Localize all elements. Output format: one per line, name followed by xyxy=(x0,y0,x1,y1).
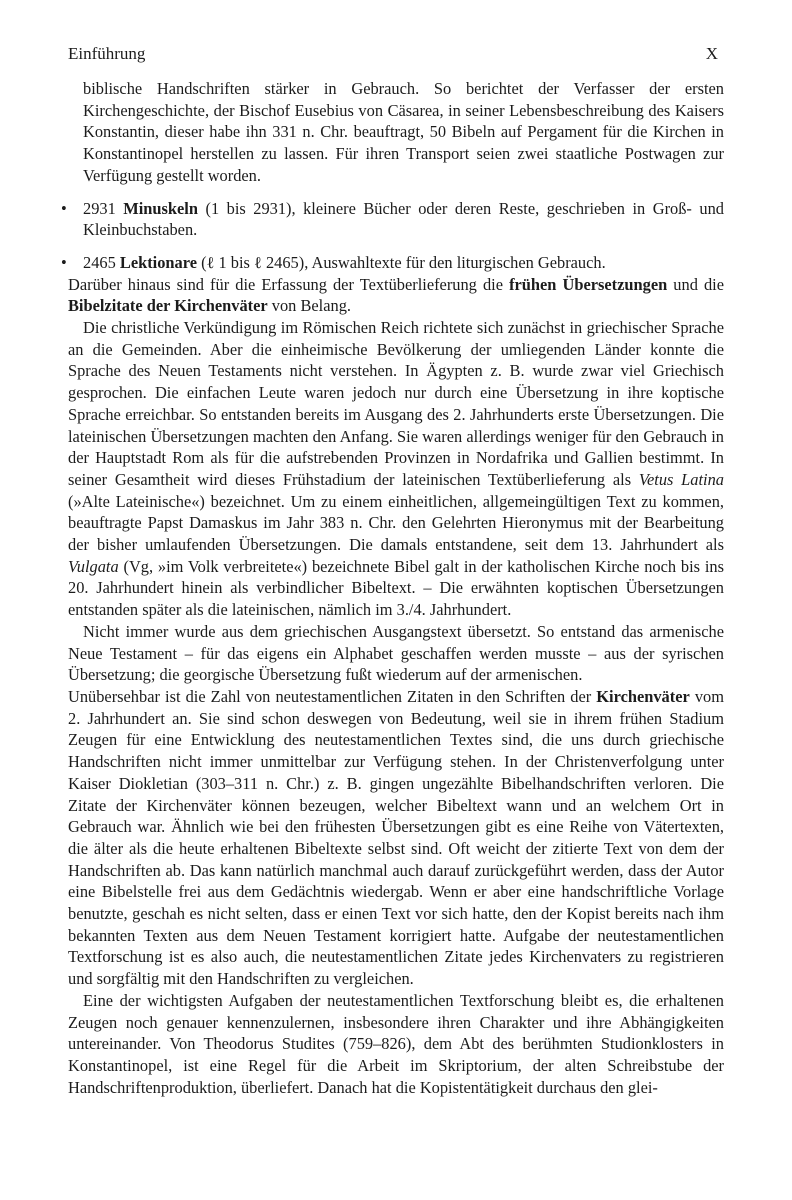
text-run: Nicht immer wurde aus dem griechischen Ausgangstext übersetzt. So entstand das armenische Neue Testament – für das eigens ein Alphabet geschaffen werden musste – aus der syrischen Übersetzung; die georgische Übersetzung fußt wiederum auf der armenischen. xyxy=(68,621,724,685)
title-vetus-latina: Vetus Latina xyxy=(638,469,724,489)
manuscript-type-list xyxy=(61,198,724,274)
running-header-title: Einführung xyxy=(68,44,146,63)
page-body xyxy=(61,78,724,1098)
bullet-icon: • xyxy=(61,252,67,272)
text-run: (1 bis 2931), kleinere Bücher oder deren Reste, geschrieben in Groß- und Kleinbuchstaben. xyxy=(83,198,724,240)
text-run: biblische Handschriften stärker in Gebrauch. So berichtet der Verfasser der ersten Kirchengeschichte, der Bischof Eusebius von Cäsarea, in seiner Lebensbeschreibung des Kaisers Konstantin, dieser habe ihn 331 n. Chr. beauftragt, 50 Bibeln auf Pergament für die Kirchen in Konstantinopel herstellen zu lassen. Für ihren Transport seien zwei staatliche Postwagen zur Verfügung gestellt worden. xyxy=(83,79,724,185)
list-item-lectionaries xyxy=(61,252,724,274)
term-minuskeln: Minuskeln xyxy=(123,198,198,218)
text-run: (Vg, »im Volk verbreitete«) bezeichnete Bibel galt in der katholischen Kirche noch bis ins 20. Jahrhundert hinein als verbindlicher Bibeltext. – Die erwähnten koptischen Übersetzungen entstanden später als die lateinischen, nämlich im 3./4. Jahrhundert. xyxy=(68,556,724,620)
text-run: Unübersehbar ist die Zahl von neutestamentlichen Zitaten in den Schriften der xyxy=(68,686,597,706)
paragraph-nicht-immer xyxy=(68,621,724,686)
paragraph-darueber-hinaus xyxy=(68,274,724,317)
text-run: 2465 xyxy=(83,252,120,272)
term-bibelzitate-kirchenvaeter: Bibelzitate der Kirchenväter xyxy=(68,296,268,316)
title-vulgata: Vulgata xyxy=(68,556,119,576)
text-run: und die xyxy=(667,274,724,294)
paragraph-unuebersehbar xyxy=(68,686,724,990)
paragraph-continuation xyxy=(83,78,724,187)
page-number: X xyxy=(705,44,718,63)
text-run: von Belang. xyxy=(267,296,351,316)
text-run: (ℓ 1 bis ℓ 2465), Auswahltexte für den liturgischen Gebrauch. xyxy=(197,252,606,272)
text-run: Die christliche Verkündigung im Römischen Reich richtete sich zunächst in griechischer Sprache an die Gemeinden. Aber die einheimische Bevölkerung der umliegenden Länder konnte die Sprache des Neuen Testaments nicht verstehen. In Ägypten z. B. wurde zwar viel Griechisch gesprochen. Die einfachen Leute waren jedoch nur durch eine Übersetzung in ihre koptische Sprache erreichbar. So entstanden bereits im Ausgang des 2. Jahrhunderts erste Übersetzungen. Die lateinischen Übersetzungen machten den Anfang. Sie waren allerdings weniger für den Gebrauch in der Hauptstadt Rom als für die aufstrebenden Provinzen in Nordafrika und Gallien bestimmt. In seiner Gesamtheit wird dieses Frühstadium der lateinischen Textüberlieferung als xyxy=(68,318,724,489)
list-item-minuscules xyxy=(61,198,724,241)
paragraph-verkuendigung xyxy=(68,317,724,621)
text-run: Eine der wichtigsten Aufgaben der neutestamentlichen Textforschung bleibt es, die erhaltenen Zeugen noch genauer kennenzulernen, insbesondere ihren Charakter und ihre Abhängigkeiten untereinander. Von Theodorus Studites (759–826), dem Abt des berühmten Studionklosters in Konstantinopel, ist eine Regel für die Arbeit im Skriptorium, der alten Schreibstube der Handschriftenproduktion, überliefert. Danach hat die Kopistentätigkeit durchaus den glei- xyxy=(68,990,724,1097)
text-run: (»Alte Lateinische«) bezeichnet. Um zu einem einheitlichen, allgemeingültigen Text zu kommen, beauftragte Papst Damaskus im Jahr 383 n. Chr. den Gelehrten Hieronymus mit der Bearbeitung der bisher umlaufenden Übersetzungen. Die damals entstandene, seit dem 13. Jahrhundert als xyxy=(68,491,724,555)
term-lektionare: Lektionare xyxy=(119,252,197,272)
text-run: Darüber hinaus sind für die Erfassung der Textüberlieferung die xyxy=(68,274,510,294)
paragraph-aufgaben xyxy=(68,990,724,1099)
running-header xyxy=(68,44,724,64)
term-fruehe-uebersetzungen: frühen Übersetzungen xyxy=(509,274,668,294)
term-kirchenvaeter: Kirchenväter xyxy=(596,686,690,706)
bullet-icon: • xyxy=(61,198,67,218)
text-run: 2931 xyxy=(83,198,124,218)
text-run: vom 2. Jahrhundert an. Sie sind schon deswegen von Bedeutung, weil sie in ihrem frühen Stadium Zeugen für eine Entwicklung des neutestamentlichen Textes sind, die uns durch griechische Handschriften nicht immer unmittelbar zur Verfügung stehen. In der Christenverfolgung unter Kaiser Diokletian (303–311 n. Chr.) z. B. gingen ungezählte Bibelhandschriften verloren. Die Zitate der Kirchenväter können bezeugen, welcher Bibeltext wann und an welchem Ort in Gebrauch war. Ähnlich wie bei den frühesten Übersetzungen gibt es eine Reihe von Vätertexten, die älter als die heute erhaltenen Bibeltexte selbst sind. Oft weicht der zitierte Text von dem der Handschriften ab. Das kann natürlich manchmal auch darauf zurückgeführt werden, dass der Autor eine Bibelstelle frei aus dem Gedächtnis wiedergab. Wenn er aber eine handschriftliche Vorlage benutzte, geschah es nicht selten, dass er einen Text vor sich hatte, den der Kopist bereits nach ihm bekannten Texten aus dem Neuen Testament korrigiert hatte. Aufgabe der neutestamentlichen Textforschung ist es also auch, die neutestamentlichen Zitate jedes Kirchenvaters zu registrieren und sorgfältig mit den Handschriften zu vergleichen. xyxy=(68,686,724,989)
